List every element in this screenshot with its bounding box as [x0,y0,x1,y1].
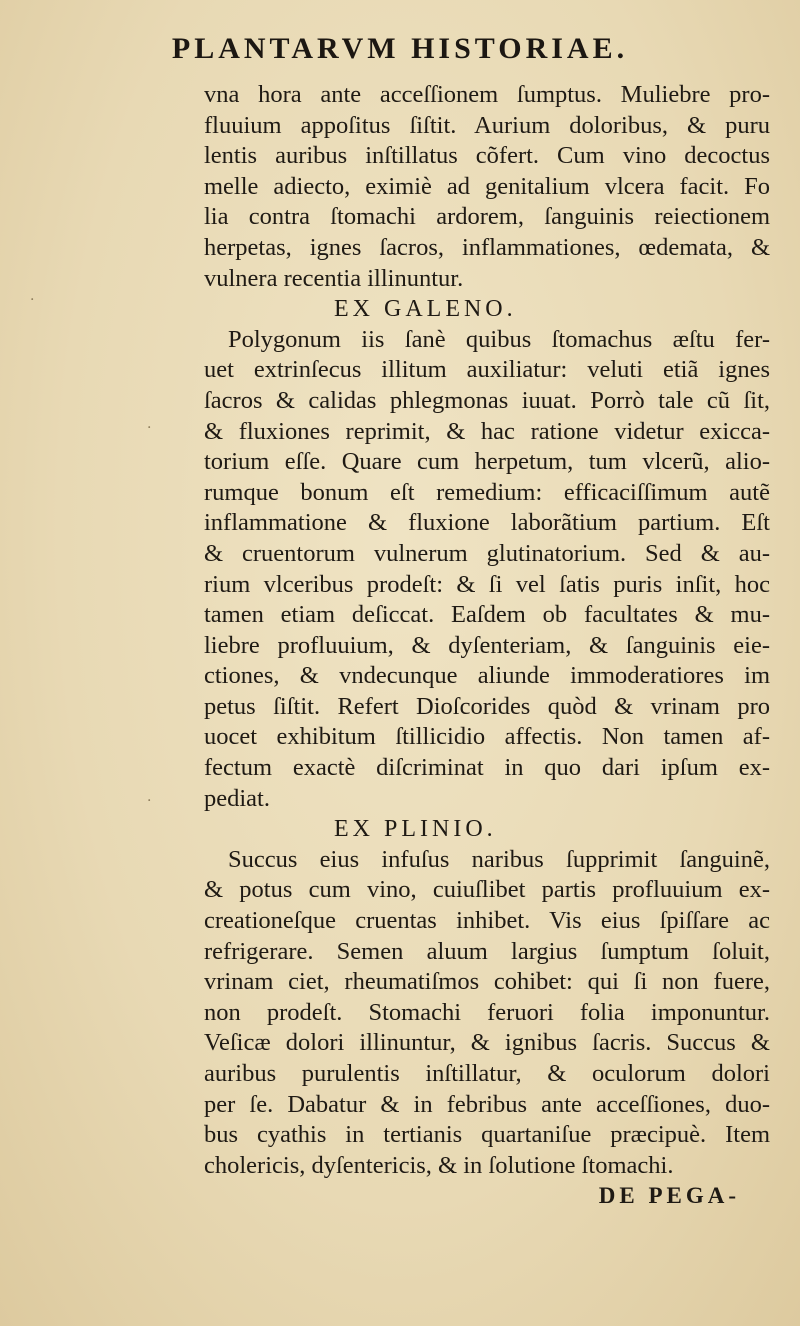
text-line: & potus cum vino, cuiuſlibet partis profluuium ex- [204,876,770,904]
margin-speck: · [147,420,152,436]
text-line: herpetas, ignes ſacros, inflammationes, œdemata, & [204,233,770,261]
text-line: non prodeſt. Stomachi feruori folia imponuntur. [204,998,770,1026]
text-line: ſacros & calidas phlegmonas iuuat. Porrò tale cũ ſit, [204,386,770,414]
text-line: cholericis, dyſentericis, & in ſolutione ſtomachi. [204,1151,674,1179]
text-line: & cruentorum vulnerum glutinatorium. Sed & au- [204,539,770,567]
text-line: & fluxiones reprimit, & hac ratione videtur exicca- [204,417,770,445]
text-line: vrinam ciet, rheumatiſmos cohibet: qui ſi non fuere, [204,968,770,996]
text-line: refrigerare. Semen aluum largius ſumptum ſoluit, [204,937,770,965]
text-line: liebre profluuium, & dyſenteriam, & ſanguinis eie- [204,631,770,659]
text-line: Polygonum iis ſanè quibus ſtomachus æſtu fer- [228,325,770,353]
text-line: tamen etiam deſiccat. Eaſdem ob facultates & mu- [204,601,770,629]
text-line: uocet exhibitum ſtillicidio affectis. Non tamen af- [204,723,770,751]
text-line: fectum exactè diſcriminat in quo dari ipſum ex- [204,754,770,782]
text-line: vna hora ante acceſſionem ſumptus. Muliebre pro- [204,81,770,108]
section-heading: EX GALENO. [334,296,517,323]
text-line: uet extrinſecus illitum auxiliatur: veluti etiã ignes [204,356,770,384]
section-heading: EX PLINIO. [334,816,497,843]
text-line: melle adiecto, eximiè ad genitalium vlcera facit. Fo [204,172,770,200]
text-line: torium eſſe. Quare cum herpetum, tum vlcerũ, alio- [204,448,770,476]
text-line: ctiones, & vndecunque aliunde immoderatiores im [204,662,770,690]
text-line: Succus eius infuſus naribus ſupprimit ſanguinẽ, [228,845,770,873]
margin-speck: · [30,292,35,308]
text-line: vulnera recentia illinuntur. [204,264,464,292]
text-line: lia contra ſtomachi ardorem, ſanguinis reiectionem [204,203,770,231]
text-line: fluuium appoſitus ſiſtit. Aurium doloribus, & puru [204,111,770,139]
running-head: PLANTARVM HISTORIAE. [171,32,629,65]
text-line: rumque bonum eſt remedium: efficaciſſimum autẽ [204,478,770,506]
text-line: inflammatione & fluxione laborãtium partium. Eſt [204,509,770,537]
text-line: bus cyathis in tertianis quartaniſue præcipuè. Item [204,1121,770,1149]
text-line: per ſe. Dabatur & in febribus ante acceſſiones, duo- [204,1090,770,1118]
text-line: petus ſiſtit. Refert Dioſcorides quòd & vrinam pro [204,692,770,720]
text-line: Veſicæ dolori illinuntur, & ignibus ſacris. Succus & [204,1029,770,1057]
body-text [204,80,770,1212]
text-line: pediat. [204,784,270,812]
text-line: creationeſque cruentas inhibet. Vis eius ſpiſſare ac [204,907,770,935]
margin-speck: · [147,793,152,809]
text-line: rium vlceribus prodeſt: & ſi vel ſatis puris inſit, hoc [204,570,770,598]
catchword: DE PEGA- [598,1183,740,1209]
text-line: auribus purulentis inſtillatur, & oculorum dolori [204,1060,770,1087]
text-line: lentis auribus inſtillatus cõfert. Cum vino decoctus [204,142,770,170]
